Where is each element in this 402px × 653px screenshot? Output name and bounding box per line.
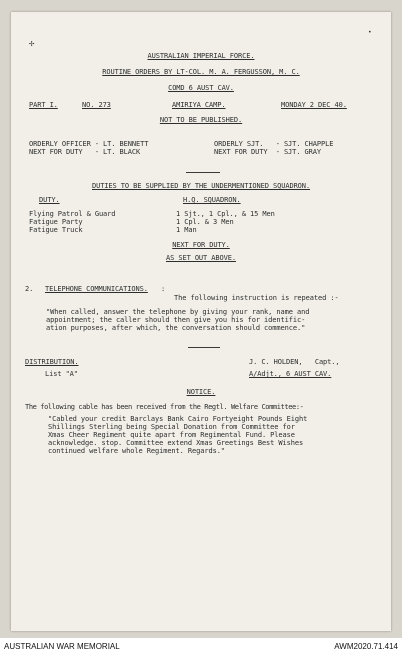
duty-row-3: Fatigue Truck [29,226,83,234]
archive-footer [0,640,402,653]
next-for-duty-heading: NEXT FOR DUTY. [172,241,230,249]
orderly-sergeant: ORDERLY SJT. - SJT. CHAPPLE [214,140,334,148]
divider [188,347,220,348]
command-title: COMD 6 AUST CAV. [168,84,234,92]
notice-heading: NOTICE. [186,388,216,396]
notice-line-2: Shillings Sterling being Special Donation from Committee for [48,423,295,431]
notice-line-3: Xmas Cheer Regiment quite apart from Regimental Fund. Please [48,431,295,439]
not-published-note: NOT TO BE PUBLISHED. [159,116,243,124]
squadron-column-heading: H.Q. SQUADRON. [183,196,241,204]
next-duty-officer: NEXT FOR DUTY - LT. BLACK [29,148,141,156]
telephone-line-2: appointment; the caller should then give you his for identific- [46,316,306,324]
telephone-line-1: "When called, answer the telephone by giving your rank, name and [46,308,310,316]
notice-line-4: acknowledge. stop. Committee extend Xmas Greetings Best Wishes [48,439,304,447]
signatory-name: J. C. HOLDEN, Capt., [249,358,340,366]
telephone-line-3: ation purposes, after which, the conversation should commence." [46,324,306,332]
footer-accession-number: AWM2020.71.414 [334,642,398,651]
duty-row-1: Flying Patrol & Guard [29,210,116,218]
telephone-heading: TELEPHONE COMMUNICATIONS. [45,285,148,293]
part-label: PART I. [29,101,58,109]
punch-mark: ✢ [29,39,35,49]
divider [186,172,220,173]
routine-orders-title: ROUTINE ORDERS BY LT-COL. M. A. FERGUSSON, M. C. [102,68,300,76]
order-number: NO. 273 [82,101,111,109]
notice-line-1: "Cabled your credit Barclays Bank Cairo Fortyeight Pounds Eight [48,415,308,423]
footer-institution: AUSTRALIAN WAR MEMORIAL [4,642,120,651]
distribution-label: DISTRIBUTION. [25,358,79,366]
force-title: AUSTRALIAN IMPERIAL FORCE. [147,52,255,60]
telephone-intro: The following instruction is repeated :- [174,294,339,302]
camp-name: AMIRIYA CAMP. [172,101,226,109]
section-number: 2. [25,285,34,293]
distribution-list: List "A" [45,370,78,378]
notice-line-5: continued welfare whole Regiment. Regards." [48,447,225,455]
signatory-appointment: A/Adjt., 6 AUST CAV. [249,370,332,378]
supply-row-3: 1 Man [176,226,197,234]
duty-column-heading: DUTY. [39,196,60,204]
notice-intro: The following cable has been received from the Regtl. Welfare Committee:- [25,403,304,411]
duties-heading: DUTIES TO BE SUPPLIED BY THE UNDERMENTIONED SQUADRON. [91,182,311,190]
next-duty-sergeant: NEXT FOR DUTY - SJT. GRAY [214,148,321,156]
duty-row-2: Fatigue Party [29,218,83,226]
orderly-officer: ORDERLY OFFICER - LT. BENNETT [29,140,149,148]
corner-mark: • [368,29,372,36]
supply-row-2: 1 Cpl. & 3 Men [176,218,234,226]
telephone-heading-colon: : [161,285,166,293]
as-set-out-above: AS SET OUT ABOVE. [166,254,236,262]
document-page [11,12,391,631]
supply-row-1: 1 Sjt., 1 Cpl., & 15 Men [176,210,275,218]
order-date: MONDAY 2 DEC 40. [281,101,347,109]
